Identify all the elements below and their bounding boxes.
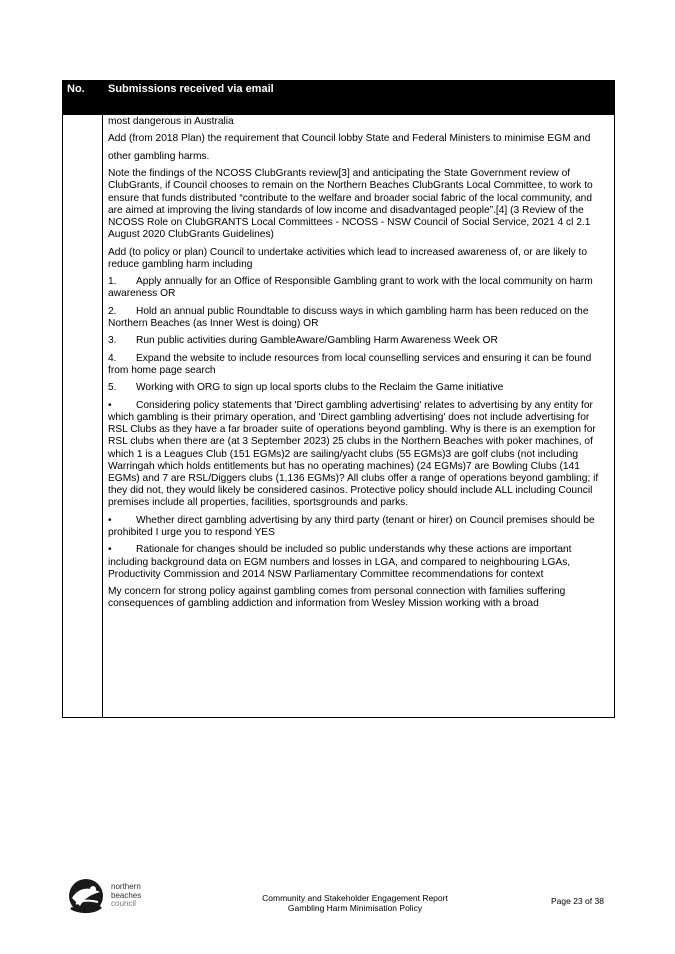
- paragraph: Add (from 2018 Plan) the requirement that Council lobby State and Federal Ministers to minimise EGM and: [108, 133, 591, 145]
- table-header: [62, 80, 615, 115]
- numbered-item: 5. Working with ORG to sign up local sports clubs to the Reclaim the Game initiative: [108, 382, 504, 394]
- header-title: Submissions received via email: [108, 83, 274, 95]
- numbered-item: 4. Expand the website to include resources from local counselling services and ensuring it can be found from home page search: [108, 352, 592, 376]
- paragraph: Add (to policy or plan) Council to undertake activities which lead to increased awareness of, or are likely to reduce gambling harm including: [108, 246, 588, 270]
- page-footer: [0, 876, 675, 916]
- bullet-item: • Whether direct gambling advertising by any third party (tenant or hirer) on Council premises should be prohibited I urge you to respond YES: [108, 514, 595, 538]
- footer-report-title: Community and Stakeholder Engagement Report Gambling Harm Minimisation Policy: [262, 893, 448, 913]
- paragraph: other gambling harms.: [108, 150, 210, 162]
- page-number: Page 23 of 38: [551, 896, 604, 906]
- column-divider: [102, 115, 103, 717]
- bullet-item: • Rationale for changes should be included so public understands why these actions are important including background data on EGM numbers and losses in LGA, and compared to neighbouring LGAs, Productivity Commission and 2014 NSW Parliamentary Committee recommendations for context: [108, 544, 572, 580]
- logo-text: northern beaches council: [111, 882, 142, 908]
- closing-paragraph: My concern for strong policy against gambling comes from personal connection with families suffering consequences of gambling addiction and information from Wesley Mission working with a broad: [108, 586, 566, 610]
- submission-table-body: [62, 115, 615, 718]
- numbered-item: 1. Apply annually for an Office of Responsible Gambling grant to work with the local community on harm awareness OR: [108, 276, 593, 300]
- paragraph: most dangerous in Australia: [108, 116, 234, 127]
- numbered-item: 2. Hold an annual public Roundtable to discuss ways in which gambling harm has been reduced on the Northern Beaches (as Inner West is doing) OR: [108, 305, 589, 329]
- council-logo-icon: [66, 876, 106, 916]
- header-number: No.: [67, 83, 85, 95]
- submission-text: [108, 115, 608, 616]
- numbered-item: 3. Run public activities during GambleAware/Gambling Harm Awareness Week OR: [108, 335, 498, 347]
- bullet-item: • Considering policy statements that 'Direct gambling advertising' relates to advertising by any entity for which gambling is their primary operation, and 'Direct gambling advertising' does not include advertising for RSL Clubs as they have a far broader suite of operations beyond gambling. Why is there is an exemption for RSL clubs when there are (at 3 September 2023) 25 clubs in the Northern Beaches with poker machines, of which 1 is a Leagues Club (151 EGMs)2 are sailing/yacht clubs (55 EGMs)3 are golf clubs (not including Warringah which holds entitlements but has no operating machines) (24 EGMs)7 are Bowling Clubs (141 EGMs) and 7 are RSL/Diggers clubs (1,136 EGMs)? All clubs offer a range of operations beyond gambling; if they did not, they would likely be considered casinos. Protective policy should include ALL including Council premises include all properties, facilities, sportsgrounds and parks.: [108, 399, 599, 509]
- paragraph: Note the findings of the NCOSS ClubGrants review[3] and anticipating the State Government review of ClubGrants, if Council chooses to remain on the Northern Beaches ClubGrants Local Committee, to work to ensure that funds distributed “contribute to the welfare and broader social fabric of the local community, and are aimed at improving the living standards of low income and disadvantaged people”.[4] (3 Review of the NCOSS Role on ClubGRANTS Local Committees - NCOSS - NSW Council of Social Service, 2021 4 cl 2.1 August 2020 ClubGrants Guidelines): [108, 168, 593, 241]
